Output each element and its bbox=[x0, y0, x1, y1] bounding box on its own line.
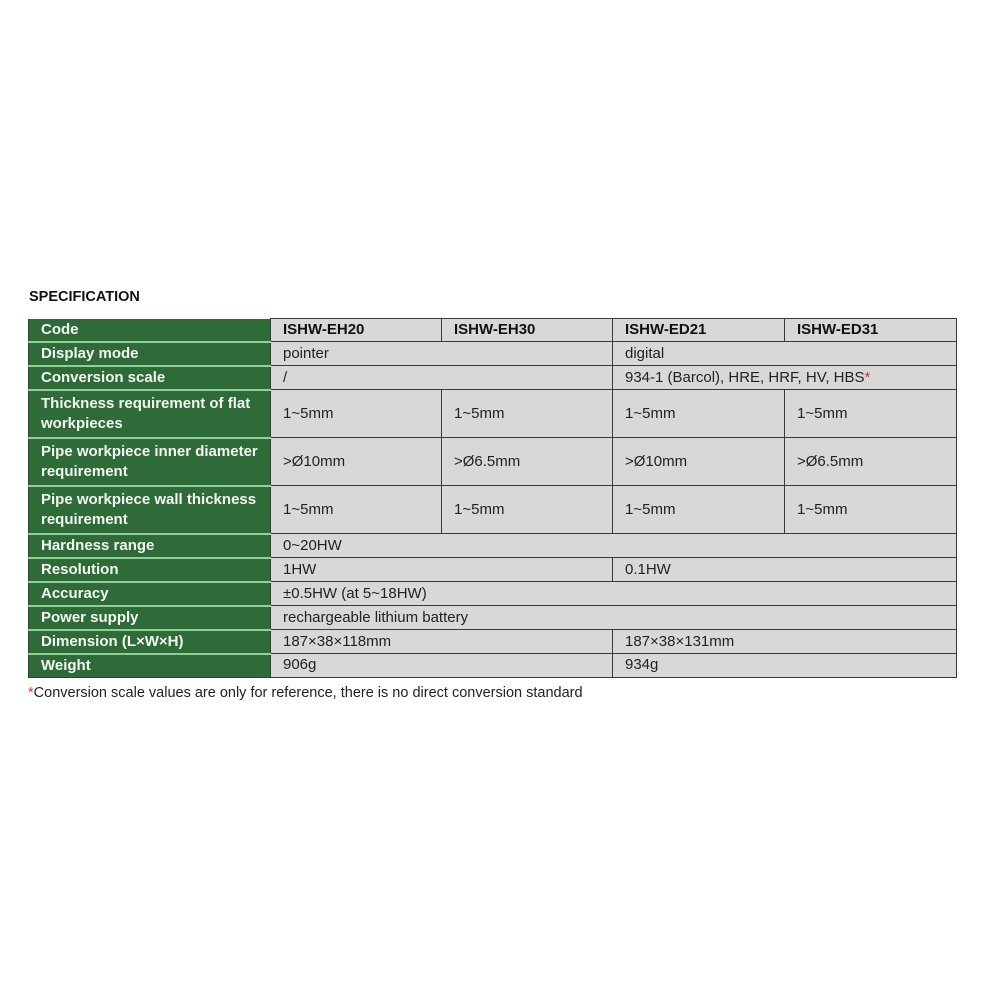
value-cell: 187×38×118mm bbox=[271, 630, 613, 654]
value-cell: rechargeable lithium battery bbox=[271, 606, 957, 630]
row-label: Code bbox=[29, 319, 271, 342]
code-cell: ISHW-EH20 bbox=[271, 319, 442, 342]
value-cell: 1HW bbox=[271, 558, 613, 582]
value-cell: 187×38×131mm bbox=[613, 630, 957, 654]
table-row-hardness-range bbox=[29, 534, 957, 558]
table-row-dimension bbox=[29, 630, 957, 654]
row-label: Pipe workpiece inner diameter requirement bbox=[29, 438, 271, 486]
row-label: Conversion scale bbox=[29, 366, 271, 390]
table-row-power-supply bbox=[29, 606, 957, 630]
specification-table bbox=[28, 318, 957, 678]
value-text: 934-1 (Barcol), HRE, HRF, HV, HBS bbox=[625, 368, 865, 386]
table-row-accuracy bbox=[29, 582, 957, 606]
value-cell: 1~5mm bbox=[271, 390, 442, 438]
value-cell: 1~5mm bbox=[785, 486, 957, 534]
value-cell: pointer bbox=[271, 342, 613, 366]
value-cell: 1~5mm bbox=[613, 390, 785, 438]
row-label: Dimension (L×W×H) bbox=[29, 630, 271, 654]
value-cell: 934g bbox=[613, 654, 957, 678]
row-label: Weight bbox=[29, 654, 271, 678]
table-row-display-mode bbox=[29, 342, 957, 366]
code-cell: ISHW-ED21 bbox=[613, 319, 785, 342]
value-cell: 0.1HW bbox=[613, 558, 957, 582]
table-row-pipe-inner bbox=[29, 438, 957, 486]
footnote-text: Conversion scale values are only for reference, there is no direct conversion standard bbox=[33, 685, 583, 701]
footnote bbox=[28, 685, 583, 701]
value-cell: >Ø6.5mm bbox=[785, 438, 957, 486]
value-cell: / bbox=[271, 366, 613, 390]
table-row-conversion-scale bbox=[29, 366, 957, 390]
value-cell bbox=[613, 366, 957, 390]
table-row-weight bbox=[29, 654, 957, 678]
table-row-thickness-flat bbox=[29, 390, 957, 438]
value-cell: 906g bbox=[271, 654, 613, 678]
code-cell: ISHW-EH30 bbox=[442, 319, 613, 342]
value-cell: digital bbox=[613, 342, 957, 366]
page-title: SPECIFICATION bbox=[29, 289, 140, 305]
value-cell: 1~5mm bbox=[613, 486, 785, 534]
value-cell: 1~5mm bbox=[442, 486, 613, 534]
row-label: Accuracy bbox=[29, 582, 271, 606]
asterisk: * bbox=[28, 685, 34, 701]
value-cell: ±0.5HW (at 5~18HW) bbox=[271, 582, 957, 606]
table-row-code bbox=[29, 319, 957, 342]
row-label: Display mode bbox=[29, 342, 271, 366]
value-cell: 0~20HW bbox=[271, 534, 957, 558]
row-label: Hardness range bbox=[29, 534, 271, 558]
row-label: Pipe workpiece wall thickness requirement bbox=[29, 486, 271, 534]
value-cell: >Ø6.5mm bbox=[442, 438, 613, 486]
row-label: Power supply bbox=[29, 606, 271, 630]
asterisk: * bbox=[864, 368, 871, 386]
value-cell: 1~5mm bbox=[271, 486, 442, 534]
row-label: Resolution bbox=[29, 558, 271, 582]
table-row-pipe-wall bbox=[29, 486, 957, 534]
value-cell: 1~5mm bbox=[442, 390, 613, 438]
row-label: Thickness requirement of flat workpieces bbox=[29, 390, 271, 438]
table-row-resolution bbox=[29, 558, 957, 582]
value-cell: >Ø10mm bbox=[613, 438, 785, 486]
code-cell: ISHW-ED31 bbox=[785, 319, 957, 342]
value-cell: 1~5mm bbox=[785, 390, 957, 438]
value-cell: >Ø10mm bbox=[271, 438, 442, 486]
